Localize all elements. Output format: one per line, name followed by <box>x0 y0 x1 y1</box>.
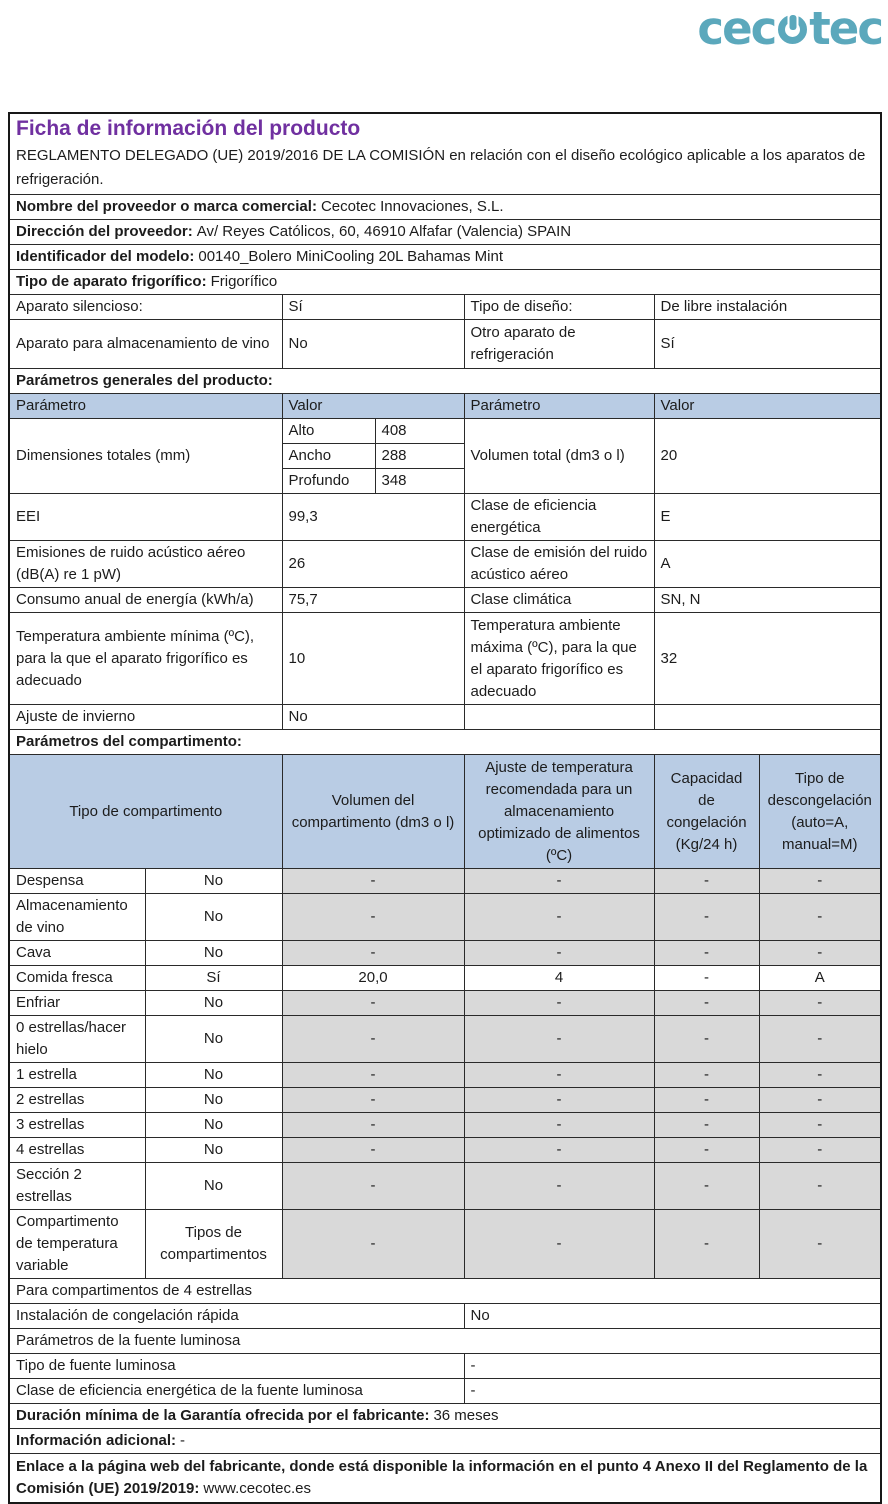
appliance-type-label: Tipo de aparato frigorífico: <box>16 273 207 290</box>
table-row <box>9 705 881 730</box>
manufacturer-link-label: Enlace a la página web del fabricante, donde está disponible la información en el punto 4 Anexo II del Reglamento de la Comisión (UE) 2019/2019: <box>16 1458 868 1497</box>
compartment-temp: - <box>464 1063 654 1088</box>
table-row <box>9 1138 881 1163</box>
logo-text-right: tec <box>809 1 882 55</box>
compartment-temp: - <box>464 1113 654 1138</box>
compartment-volume: 20,0 <box>282 966 464 991</box>
value-header-2: Valor <box>654 394 881 419</box>
table-row <box>9 894 881 941</box>
table-row <box>9 1454 881 1504</box>
table-header-row <box>9 394 881 419</box>
manufacturer-link-url[interactable]: www.cecotec.es <box>203 1480 311 1497</box>
other-refrigeration-value: Sí <box>654 320 881 369</box>
product-fiche-table <box>8 112 882 1504</box>
compartment-capacity: - <box>654 1138 759 1163</box>
table-header-row <box>9 755 881 869</box>
compartment-volume: - <box>282 1113 464 1138</box>
wine-storage-label: Aparato para almacenamiento de vino <box>9 320 282 369</box>
compartment-defrost: - <box>759 1063 881 1088</box>
general-section-title: Parámetros generales del producto: <box>9 369 881 394</box>
dimension-height-value: 408 <box>375 419 464 444</box>
table-row <box>9 1210 881 1279</box>
compartment-defrost: - <box>759 1088 881 1113</box>
section-row <box>9 1329 881 1354</box>
model-id-label: Identificador del modelo: <box>16 248 195 265</box>
compartment-temp: - <box>464 1163 654 1210</box>
table-row <box>9 419 881 444</box>
compartment-present: No <box>145 1063 282 1088</box>
compartment-defrost: - <box>759 1210 881 1279</box>
cecotec-logo <box>697 2 882 54</box>
noise-class-value: A <box>654 541 881 588</box>
compartment-defrost: A <box>759 966 881 991</box>
compartment-temp: - <box>464 894 654 941</box>
table-row <box>9 541 881 588</box>
compartment-capacity: - <box>654 941 759 966</box>
additional-info-label: Información adicional: <box>16 1432 177 1449</box>
freezing-capacity-header: Capacidad de congelación (Kg/24 h) <box>654 755 759 869</box>
compartment-present: Tipos de compartimentos <box>145 1210 282 1279</box>
design-type-label: Tipo de diseño: <box>464 295 654 320</box>
compartment-volume: - <box>282 894 464 941</box>
warranty-label: Duración mínima de la Garantía ofrecida por el fabricante: <box>16 1407 430 1424</box>
light-source-class-label: Clase de eficiencia energética de la fuente luminosa <box>9 1379 464 1404</box>
light-source-type-label: Tipo de fuente luminosa <box>9 1354 464 1379</box>
compartment-present: No <box>145 1113 282 1138</box>
compartment-present: Sí <box>145 966 282 991</box>
regulation-subtitle: REGLAMENTO DELEGADO (UE) 2019/2016 DE LA COMISIÓN en relación con el diseño ecológico aplicable a los aparatos de refrigeración. <box>16 147 866 188</box>
param-header-1: Parámetro <box>9 394 282 419</box>
compartment-temp: - <box>464 941 654 966</box>
supplier-address-value: Av/ Reyes Católicos, 60, 46910 Alfafar (Valencia) SPAIN <box>196 223 572 240</box>
table-row <box>9 941 881 966</box>
noise-emission-label: Emisiones de ruido acústico aéreo (dB(A) re 1 pW) <box>9 541 282 588</box>
compartment-defrost: - <box>759 894 881 941</box>
compartment-volume: - <box>282 1088 464 1113</box>
table-row <box>9 1429 881 1454</box>
total-volume-label: Volumen total (dm3 o l) <box>464 419 654 494</box>
compartment-volume: - <box>282 1163 464 1210</box>
silent-appliance-label: Aparato silencioso: <box>9 295 282 320</box>
compartment-name: 4 estrellas <box>9 1138 145 1163</box>
annual-energy-value: 75,7 <box>282 588 464 613</box>
table-row <box>9 220 881 245</box>
supplier-address-label: Dirección del proveedor: <box>16 223 193 240</box>
section-row <box>9 1279 881 1304</box>
total-volume-value: 20 <box>654 419 881 494</box>
max-ambient-temp-label: Temperatura ambiente máxima (ºC), para la que el aparato frigorífico es adecuado <box>464 613 654 705</box>
compartment-temp: - <box>464 991 654 1016</box>
table-row <box>9 869 881 894</box>
light-source-section-title: Parámetros de la fuente luminosa <box>9 1329 881 1354</box>
compartment-defrost: - <box>759 941 881 966</box>
compartment-name: Compartimento de temperatura variable <box>9 1210 145 1279</box>
compartment-capacity: - <box>654 869 759 894</box>
compartment-section-title: Parámetros del compartimento: <box>9 730 881 755</box>
additional-info-value: - <box>180 1432 186 1449</box>
dimension-depth-label: Profundo <box>282 469 375 494</box>
table-row <box>9 1113 881 1138</box>
compartment-name: Comida fresca <box>9 966 145 991</box>
compartment-temp: - <box>464 1088 654 1113</box>
fast-freeze-label: Instalación de congelación rápida <box>9 1304 464 1329</box>
wine-storage-value: No <box>282 320 464 369</box>
compartment-present: No <box>145 1138 282 1163</box>
climate-class-value: SN, N <box>654 588 881 613</box>
dimension-depth-value: 348 <box>375 469 464 494</box>
compartment-name: Despensa <box>9 869 145 894</box>
recommended-temp-header: Ajuste de temperatura recomendada para un almacenamiento optimizado de alimentos (ºC) <box>464 755 654 869</box>
compartment-present: No <box>145 1088 282 1113</box>
table-row <box>9 245 881 270</box>
compartment-volume: - <box>282 1138 464 1163</box>
table-row <box>9 295 881 320</box>
energy-class-label: Clase de eficiencia energética <box>464 494 654 541</box>
table-row <box>9 966 881 991</box>
dimension-width-value: 288 <box>375 444 464 469</box>
compartment-defrost: - <box>759 1016 881 1063</box>
compartment-volume-header: Volumen del compartimento (dm3 o l) <box>282 755 464 869</box>
compartment-name: 3 estrellas <box>9 1113 145 1138</box>
silent-appliance-value: Sí <box>282 295 464 320</box>
compartment-name: Cava <box>9 941 145 966</box>
compartment-capacity: - <box>654 1163 759 1210</box>
compartment-present: No <box>145 1163 282 1210</box>
dimension-width-label: Ancho <box>282 444 375 469</box>
compartment-defrost: - <box>759 1163 881 1210</box>
compartment-capacity: - <box>654 1063 759 1088</box>
table-row <box>9 588 881 613</box>
compartment-defrost: - <box>759 1138 881 1163</box>
table-row <box>9 320 881 369</box>
max-ambient-temp-value: 32 <box>654 613 881 705</box>
compartment-volume: - <box>282 869 464 894</box>
compartment-capacity: - <box>654 966 759 991</box>
compartment-defrost: - <box>759 1113 881 1138</box>
param-header-2: Parámetro <box>464 394 654 419</box>
compartment-name: 0 estrellas/hacer hielo <box>9 1016 145 1063</box>
noise-class-label: Clase de emisión del ruido acústico aéreo <box>464 541 654 588</box>
climate-class-label: Clase climática <box>464 588 654 613</box>
eei-label: EEI <box>9 494 282 541</box>
table-row <box>9 1404 881 1429</box>
four-star-section-title: Para compartimentos de 4 estrellas <box>9 1279 881 1304</box>
defrost-type-header: Tipo de descongelación (auto=A, manual=M) <box>759 755 881 869</box>
table-row <box>9 1379 881 1404</box>
table-row <box>9 195 881 220</box>
compartment-capacity: - <box>654 1113 759 1138</box>
compartment-volume: - <box>282 1016 464 1063</box>
compartment-name: Enfriar <box>9 991 145 1016</box>
compartment-name: 1 estrella <box>9 1063 145 1088</box>
winter-setting-label: Ajuste de invierno <box>9 705 282 730</box>
compartment-temp: 4 <box>464 966 654 991</box>
table-row <box>9 494 881 541</box>
appliance-type-value: Frigorífico <box>210 273 278 290</box>
min-ambient-temp-label: Temperatura ambiente mínima (ºC), para la que el aparato frigorífico es adecuado <box>9 613 282 705</box>
compartment-temp: - <box>464 869 654 894</box>
compartment-capacity: - <box>654 1088 759 1113</box>
compartment-temp: - <box>464 1016 654 1063</box>
dimensions-label: Dimensiones totales (mm) <box>9 419 282 494</box>
table-row <box>9 270 881 295</box>
compartment-present: No <box>145 869 282 894</box>
page-title: Ficha de información del producto <box>16 117 361 140</box>
value-header-1: Valor <box>282 394 464 419</box>
compartment-name: 2 estrellas <box>9 1088 145 1113</box>
table-row <box>9 1016 881 1063</box>
compartment-volume: - <box>282 1063 464 1088</box>
table-row <box>9 1163 881 1210</box>
compartment-temp: - <box>464 1210 654 1279</box>
model-id-value: 00140_Bolero MiniCooling 20L Bahamas Mint <box>198 248 503 265</box>
annual-energy-label: Consumo anual de energía (kWh/a) <box>9 588 282 613</box>
compartment-defrost: - <box>759 869 881 894</box>
table-row <box>9 991 881 1016</box>
compartment-type-header: Tipo de compartimento <box>9 755 282 869</box>
table-row <box>9 1088 881 1113</box>
eei-value: 99,3 <box>282 494 464 541</box>
compartment-volume: - <box>282 991 464 1016</box>
compartment-present: No <box>145 991 282 1016</box>
compartment-volume: - <box>282 941 464 966</box>
supplier-name-label: Nombre del proveedor o marca comercial: <box>16 198 317 215</box>
compartment-name: Almacenamiento de vino <box>9 894 145 941</box>
other-refrigeration-label: Otro aparato de refrigeración <box>464 320 654 369</box>
table-row <box>9 1304 881 1329</box>
compartment-present: No <box>145 1016 282 1063</box>
design-type-value: De libre instalación <box>654 295 881 320</box>
fast-freeze-value: No <box>464 1304 881 1329</box>
compartment-defrost: - <box>759 991 881 1016</box>
logo-text-left: cec <box>697 1 776 55</box>
section-row <box>9 730 881 755</box>
empty-cell <box>464 705 654 730</box>
compartment-capacity: - <box>654 894 759 941</box>
power-button-icon <box>778 15 807 44</box>
min-ambient-temp-value: 10 <box>282 613 464 705</box>
section-row <box>9 369 881 394</box>
compartment-present: No <box>145 894 282 941</box>
table-row <box>9 113 881 195</box>
light-source-class-value: - <box>464 1379 881 1404</box>
compartment-volume: - <box>282 1210 464 1279</box>
dimension-height-label: Alto <box>282 419 375 444</box>
table-row <box>9 1354 881 1379</box>
compartment-capacity: - <box>654 991 759 1016</box>
warranty-value: 36 meses <box>433 1407 499 1424</box>
empty-cell <box>654 705 881 730</box>
light-source-type-value: - <box>464 1354 881 1379</box>
table-row <box>9 1063 881 1088</box>
compartment-capacity: - <box>654 1210 759 1279</box>
compartment-present: No <box>145 941 282 966</box>
compartment-capacity: - <box>654 1016 759 1063</box>
supplier-name-value: Cecotec Innovaciones, S.L. <box>320 198 504 215</box>
compartment-name: Sección 2 estrellas <box>9 1163 145 1210</box>
winter-setting-value: No <box>282 705 464 730</box>
noise-emission-value: 26 <box>282 541 464 588</box>
energy-class-value: E <box>654 494 881 541</box>
compartment-temp: - <box>464 1138 654 1163</box>
table-row <box>9 613 881 705</box>
